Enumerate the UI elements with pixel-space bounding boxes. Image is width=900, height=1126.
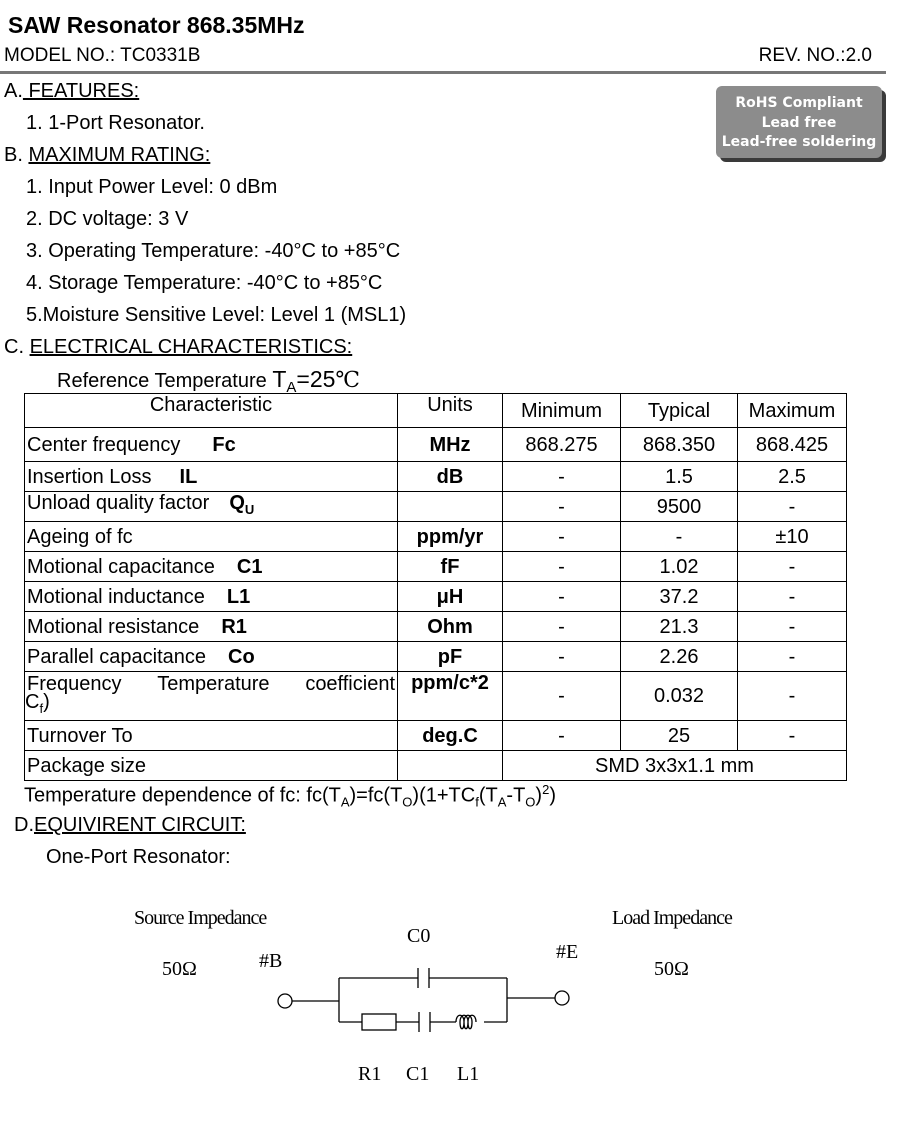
equivalent-circuit-diagram — [0, 880, 900, 1110]
row-characteristic — [25, 462, 398, 492]
rohs-line-compliant: RoHS Compliant — [735, 95, 863, 111]
row-unit: pF — [398, 642, 503, 672]
header-maximum: Maximum — [738, 394, 847, 428]
row-min: - — [503, 492, 621, 522]
row-typ: 1.5 — [621, 462, 738, 492]
row-typ: 25 — [621, 721, 738, 751]
tc-name-line2 — [25, 691, 395, 720]
temperature-formula — [24, 782, 556, 810]
header-characteristic: Characteristic — [25, 394, 398, 428]
row-name: Center frequency — [27, 433, 181, 456]
c1-label: C1 — [406, 1063, 430, 1085]
row-symbol — [229, 492, 255, 517]
row-max: 2.5 — [738, 462, 847, 492]
row-typ: - — [621, 522, 738, 552]
table-row — [25, 612, 847, 642]
table-row — [25, 582, 847, 612]
resistor-r1-symbol — [362, 1014, 396, 1030]
document-title: SAW Resonator 868.35MHz — [8, 12, 305, 38]
row-symbol: R1 — [221, 615, 247, 638]
table-row — [25, 672, 847, 721]
table-header-row — [25, 394, 847, 428]
row-name: Insertion Loss — [27, 465, 152, 488]
row-symbol-main: Q — [229, 492, 245, 514]
rohs-line-soldering: Lead-free soldering — [721, 134, 877, 150]
row-characteristic — [25, 552, 398, 582]
temperature-subscript: A — [286, 379, 297, 396]
row-max: - — [738, 492, 847, 522]
section-c-title: ELECTRICAL CHARACTERISTICS: — [29, 336, 353, 358]
row-symbol-subscript: U — [244, 502, 255, 517]
row-characteristic — [25, 428, 398, 462]
row-name: Motional capacitance — [27, 555, 215, 578]
formula-subscript: f — [475, 794, 479, 810]
circuit-wires — [292, 978, 555, 1022]
section-d-prefix: D. — [14, 814, 34, 836]
rating-item: 3. Operating Temperature: -40°C to +85°C — [26, 240, 401, 262]
source-impedance-label: Source Impedance — [134, 907, 267, 929]
row-unit: dB — [398, 462, 503, 492]
row-characteristic — [25, 672, 398, 721]
formula-part: Temperature dependence of fc: fc(T — [24, 784, 341, 807]
row-max: 868.425 — [738, 428, 847, 462]
table-row — [25, 721, 847, 751]
formula-subscript: A — [340, 794, 350, 810]
row-min: - — [503, 552, 621, 582]
rohs-line-lead-free: Lead free — [761, 114, 837, 131]
row-unit: μH — [398, 582, 503, 612]
tc-close-paren: ) — [43, 691, 50, 713]
row-max: - — [738, 642, 847, 672]
row-max: - — [738, 582, 847, 612]
row-name: Parallel capacitance — [27, 645, 206, 668]
terminal-e — [555, 991, 569, 1005]
section-c-prefix: C. — [4, 336, 24, 358]
tc-name-line1 — [27, 673, 395, 695]
package-size-value: SMD 3x3x1.1 mm — [503, 751, 847, 781]
node-b-label: #B — [259, 950, 283, 972]
rating-item: 5.Moisture Sensitive Level: Level 1 (MSL1) — [26, 304, 407, 326]
capacitor-c0-symbol — [418, 968, 429, 988]
table-row — [25, 552, 847, 582]
row-max: - — [738, 552, 847, 582]
l1-label: L1 — [457, 1063, 480, 1085]
row-name: Unload quality factor — [27, 492, 210, 514]
c0-label: C0 — [407, 925, 431, 947]
rating-item: 4. Storage Temperature: -40°C to +85°C — [26, 272, 383, 294]
section-b-heading — [4, 144, 210, 167]
electrical-characteristics-table — [24, 393, 847, 781]
table-row — [25, 522, 847, 552]
load-impedance-value: 50Ω — [654, 958, 689, 980]
tc-word: Temperature — [157, 673, 270, 695]
section-d-heading — [14, 814, 246, 837]
formula-part: ) — [549, 784, 556, 807]
section-a-prefix: A. — [4, 80, 23, 102]
row-name: Motional inductance — [27, 585, 205, 608]
row-max: - — [738, 721, 847, 751]
table-row — [25, 462, 847, 492]
section-d-title: EQUIVIRENT CIRCUIT: — [34, 814, 246, 836]
row-characteristic — [25, 642, 398, 672]
tc-word: Frequency — [27, 673, 122, 695]
formula-part: -T — [506, 784, 526, 807]
row-symbol: Co — [228, 645, 255, 668]
reference-temperature-label: Reference Temperature — [57, 370, 273, 392]
header-typical: Typical — [621, 394, 738, 428]
reference-temperature-value: =25 — [296, 366, 336, 392]
rating-item: 2. DC voltage: 3 V — [26, 208, 189, 230]
row-max: - — [738, 612, 847, 642]
degree-celsius-symbol: ℃ — [335, 367, 361, 392]
node-e-label: #E — [556, 941, 579, 963]
inductor-l1-symbol — [456, 1015, 476, 1029]
row-characteristic — [25, 582, 398, 612]
row-characteristic — [25, 522, 398, 552]
terminal-b — [278, 994, 292, 1008]
formula-part: (T — [478, 784, 498, 807]
tc-word: coefficient — [305, 673, 395, 695]
row-symbol: L1 — [226, 585, 251, 608]
header-minimum: Minimum — [503, 394, 621, 428]
row-min: - — [503, 522, 621, 552]
formula-subscript: O — [402, 794, 413, 810]
row-typ: 21.3 — [621, 612, 738, 642]
formula-part: )=fc(T — [349, 784, 403, 807]
temperature-symbol: T — [272, 366, 287, 392]
tc-symbol-subscript: f — [39, 701, 44, 716]
row-name: Motional resistance — [27, 615, 200, 638]
reference-temperature — [57, 366, 360, 396]
row-unit — [398, 751, 503, 781]
row-min: - — [503, 672, 621, 721]
row-unit: MHz — [398, 428, 503, 462]
formula-subscript: A — [497, 794, 507, 810]
circuit-subtitle: One-Port Resonator: — [46, 846, 231, 868]
row-unit: fF — [398, 552, 503, 582]
capacitor-c1-symbol — [419, 1012, 430, 1032]
row-typ: 37.2 — [621, 582, 738, 612]
row-typ: 868.350 — [621, 428, 738, 462]
row-typ: 2.26 — [621, 642, 738, 672]
tc-symbol: C — [25, 691, 40, 713]
row-min: - — [503, 462, 621, 492]
formula-part: ) — [535, 784, 543, 807]
row-max: - — [738, 672, 847, 721]
row-characteristic — [25, 612, 398, 642]
row-typ: 9500 — [621, 492, 738, 522]
row-max: ±10 — [738, 522, 847, 552]
row-characteristic: Package size — [25, 751, 398, 781]
row-min: 868.275 — [503, 428, 621, 462]
load-impedance-label: Load Impedance — [612, 907, 732, 929]
row-unit: ppm/c*2 — [398, 672, 503, 721]
revision-number: REV. NO.:2.0 — [758, 45, 872, 66]
r1-label: R1 — [358, 1063, 382, 1085]
row-unit: ppm/yr — [398, 522, 503, 552]
section-a-title: FEATURES: — [22, 80, 140, 102]
row-min: - — [503, 642, 621, 672]
formula-subscript: O — [525, 794, 536, 810]
row-characteristic: Turnover To — [25, 721, 398, 751]
row-min: - — [503, 582, 621, 612]
formula-superscript: 2 — [542, 782, 550, 797]
row-characteristic — [25, 492, 398, 522]
section-a-heading — [4, 80, 139, 103]
row-symbol: Fc — [212, 433, 236, 456]
row-name: Ageing of fc — [27, 525, 133, 548]
table-row — [25, 642, 847, 672]
feature-item: 1. 1-Port Resonator. — [26, 112, 205, 134]
section-b-title: MAXIMUM RATING: — [28, 144, 211, 166]
row-min: - — [503, 721, 621, 751]
header-divider — [0, 71, 886, 74]
table-row — [25, 492, 847, 522]
row-typ: 1.02 — [621, 552, 738, 582]
row-unit: Ohm — [398, 612, 503, 642]
rating-item: 1. Input Power Level: 0 dBm — [26, 176, 278, 198]
formula-part: )(1+TC — [412, 784, 476, 807]
table-row — [25, 751, 847, 781]
table-row — [25, 428, 847, 462]
row-min: - — [503, 612, 621, 642]
section-c-heading — [4, 336, 352, 359]
model-number: MODEL NO.: TC0331B — [4, 45, 201, 66]
row-unit: deg.C — [398, 721, 503, 751]
row-unit — [398, 492, 503, 522]
row-symbol: IL — [179, 465, 198, 488]
row-symbol: C1 — [236, 555, 263, 578]
section-b-prefix: B. — [4, 144, 23, 166]
header-units: Units — [398, 394, 503, 428]
rohs-badge — [716, 86, 882, 158]
row-typ: 0.032 — [621, 672, 738, 721]
source-impedance-value: 50Ω — [162, 958, 197, 980]
